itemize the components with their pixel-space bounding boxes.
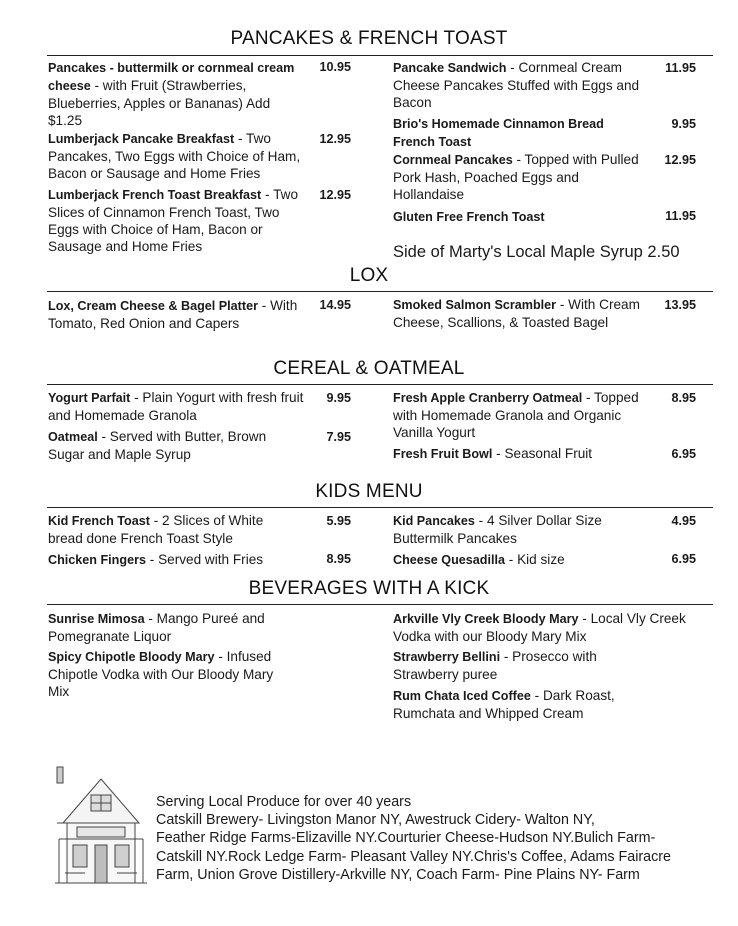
menu-item-yogurt-parfait (48, 389, 308, 424)
item-price: 10.95 (319, 60, 351, 74)
menu-item-chicken-fingers (48, 551, 298, 569)
item-description: - Kid size (505, 552, 565, 567)
item-name: Rum Chata Iced Coffee (393, 689, 531, 703)
section-title-lox: LOX (349, 265, 389, 286)
menu-item-oatmeal (48, 428, 298, 463)
item-price: 9.95 (326, 391, 351, 405)
item-description: - Served with Fries (145, 552, 264, 567)
divider-lox (47, 291, 713, 292)
item-description: - Plain Yogurt with fresh fruit and Homemade Granola (48, 390, 304, 423)
item-description: - Dark Roast, Rumchata and Whipped Cream (393, 688, 615, 721)
item-description: - Cornmeal Cream Cheese Pancakes Stuffed with Eggs and Bacon (393, 60, 640, 110)
item-name: Cornmeal Pancakes (393, 153, 513, 167)
item-name: Pancake Sandwich (393, 61, 507, 75)
menu-item-apple-cranberry-oatmeal (393, 389, 655, 441)
item-name: Chicken Fingers (48, 553, 146, 567)
item-description: - Served with Butter, Brown Sugar and Maple Syrup (48, 429, 267, 462)
footer-text (156, 793, 716, 884)
item-description: - with Fruit (Strawberries, Blueberries, Apples or Bananas) Add $1.25 (48, 78, 271, 128)
item-name: Gluten Free French Toast (393, 210, 545, 224)
item-name: Kid French Toast (48, 514, 150, 528)
menu-item-pancake-sandwich (393, 59, 655, 111)
footer-line: Catskill Brewery- Livingston Manor NY, Awestruck Cidery- Walton NY, (156, 812, 595, 829)
item-price: 6.95 (671, 447, 696, 461)
divider-pancakes (47, 55, 713, 56)
section-title-cereal: CEREAL & OATMEAL (273, 358, 465, 379)
menu-item-kid-pancakes (393, 512, 633, 547)
menu-item-gluten-free-french-toast (393, 208, 641, 226)
menu-item-strawberry-bellini (393, 648, 633, 683)
item-description: - With Tomato, Red Onion and Capers (48, 298, 298, 331)
item-price: 8.95 (671, 391, 696, 405)
menu-item-cornmeal-pancakes (393, 151, 641, 203)
item-price: 14.95 (319, 298, 351, 312)
item-description: - 4 Silver Dollar Size Buttermilk Pancakes (393, 513, 602, 546)
item-price: 12.95 (319, 132, 351, 146)
item-price: 5.95 (326, 514, 351, 528)
item-price: 7.95 (326, 430, 351, 444)
item-price: 8.95 (326, 552, 351, 566)
item-name: Fresh Apple Cranberry Oatmeal (393, 391, 583, 405)
menu-item-kid-french-toast (48, 512, 298, 547)
menu-item-cheese-quesadilla (393, 551, 641, 569)
item-price: 6.95 (671, 552, 696, 566)
item-price: 9.95 (671, 117, 696, 131)
divider-kids (47, 507, 713, 508)
item-name: Oatmeal (48, 430, 98, 444)
menu-item-spicy-chipotle-bloody-mary (48, 648, 298, 700)
item-description: - With Cream Cheese, Scallions, & Toasted Bagel (393, 297, 640, 330)
item-description: - Infused Chipotle Vodka with Our Bloody Mary Mix (48, 649, 274, 699)
menu-item-sunrise-mimosa (48, 610, 298, 645)
item-name: Sunrise Mimosa (48, 612, 145, 626)
item-name: Yogurt Parfait (48, 391, 131, 405)
item-name: Arkville Vly Creek Bloody Mary (393, 612, 579, 626)
farmhouse-illustration (55, 765, 147, 887)
item-name: Lox, Cream Cheese & Bagel Platter (48, 299, 258, 313)
item-name: Cheese Quesadilla (393, 553, 505, 567)
item-name: Fresh Fruit Bowl (393, 447, 493, 461)
item-description: - Two Pancakes, Two Eggs with Choice of Ham, Bacon or Sausage and Home Fries (48, 131, 301, 181)
item-description: - Prosecco with Strawberry puree (393, 649, 597, 682)
item-name: Spicy Chipotle Bloody Mary (48, 650, 215, 664)
item-name: Pancakes - buttermilk or cornmeal cream cheese (48, 61, 295, 93)
divider-beverages (47, 604, 713, 605)
menu-item-brios-french-toast (393, 115, 641, 151)
menu-item-pancakes (48, 59, 306, 129)
item-name: Lumberjack Pancake Breakfast (48, 132, 235, 146)
divider-cereal (47, 384, 713, 385)
section-title-pancakes: PANCAKES & FRENCH TOAST (230, 28, 508, 49)
menu-item-arkville-bloody-mary (393, 610, 688, 645)
item-description: - Mango Pureé and Pomegranate Liquor (48, 611, 265, 644)
item-description: - Local Vly Creek Vodka with our Bloody Mary Mix (393, 611, 686, 644)
footer-line: Feather Ridge Farms-Elizaville NY.Courturier Cheese-Hudson NY.Bulich Farm- (156, 830, 656, 847)
item-price: 11.95 (665, 61, 696, 75)
item-description: - Two Slices of Cinnamon French Toast, Two Eggs with Choice of Ham, Bacon or Sausage and Home Fries (48, 187, 298, 254)
footer-line: Farm, Union Grove Distillery-Arkville NY, Coach Farm- Pine Plains NY- Farm (156, 866, 640, 883)
menu-item-lumberjack-french-toast (48, 186, 310, 255)
item-description: - Topped with Homemade Granola and Organic Vanilla Yogurt (393, 390, 639, 440)
item-name: Lumberjack French Toast Breakfast (48, 188, 262, 202)
item-price: 12.95 (664, 153, 696, 167)
item-price: 13.95 (664, 298, 696, 312)
item-name: Kid Pancakes (393, 514, 475, 528)
menu-item-fruit-bowl (393, 445, 641, 463)
item-price: 4.95 (671, 514, 696, 528)
section-title-kids: KIDS MENU (315, 481, 423, 502)
item-name: Strawberry Bellini (393, 650, 501, 664)
item-description: - Topped with Pulled Pork Hash, Poached Eggs and Hollandaise (393, 152, 639, 202)
footer-line: Serving Local Produce for over 40 years (156, 794, 412, 810)
item-price: 11.95 (665, 209, 696, 223)
syrup-note: Side of Marty's Local Maple Syrup 2.50 (393, 243, 680, 261)
menu-item-salmon-scrambler (393, 296, 641, 331)
menu-item-lumberjack-pancake (48, 130, 306, 182)
menu-item-lox-platter (48, 297, 310, 332)
item-description: - Seasonal Fruit (492, 446, 593, 461)
item-description: - 2 Slices of White bread done French Toast Style (48, 513, 264, 546)
section-title-beverages: BEVERAGES WITH A KICK (248, 578, 490, 599)
item-name: Smoked Salmon Scrambler (393, 298, 557, 312)
menu-item-rum-chata-iced-coffee (393, 687, 648, 722)
item-price: 12.95 (319, 188, 351, 202)
footer-line: Catskill NY.Rock Ledge Farm- Pleasant Valley NY.Chris's Coffee, Adams Fairacre (156, 848, 671, 865)
item-name: Brio's Homemade Cinnamon Bread French Toast (393, 117, 604, 149)
